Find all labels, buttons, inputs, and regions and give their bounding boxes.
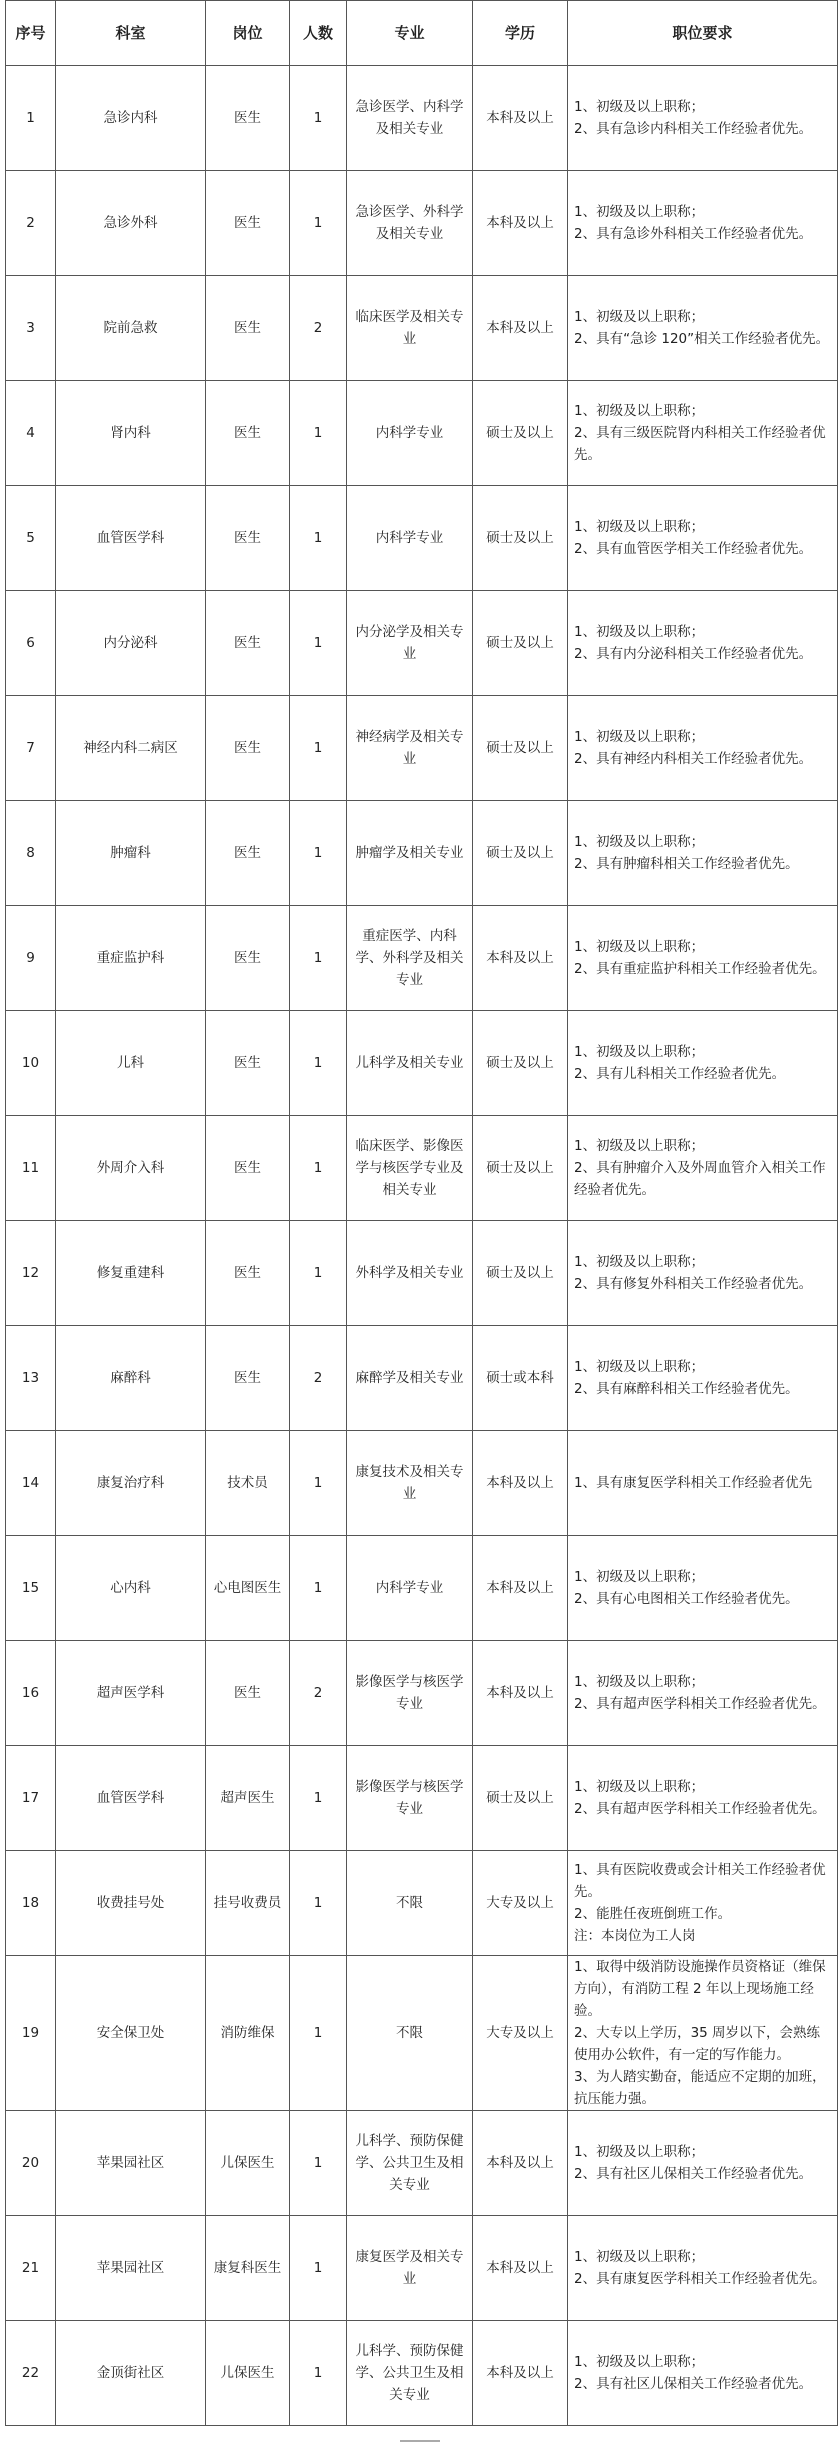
requirement-line: 1、初级及以上职称； bbox=[574, 1138, 705, 1154]
requirement-line: 2、具有康复医学科相关工作经验者优先。 bbox=[574, 2271, 826, 2287]
table-row bbox=[6, 1326, 838, 1431]
post-cell: 心电图医生 bbox=[206, 1536, 290, 1641]
count-cell: 1 bbox=[290, 1011, 347, 1116]
requirement-cell bbox=[568, 1326, 838, 1431]
table-row bbox=[6, 1956, 838, 2111]
requirement-line: 2、具有社区儿保相关工作经验者优先。 bbox=[574, 2376, 813, 2392]
header-cell: 岗位 bbox=[206, 1, 290, 66]
requirement-cell bbox=[568, 486, 838, 591]
header-cell: 专业 bbox=[347, 1, 473, 66]
major-cell: 儿科学、预防保健学、公共卫生及相关专业 bbox=[347, 2111, 473, 2216]
requirement-line: 2、具有心电图相关工作经验者优先。 bbox=[574, 1591, 799, 1607]
count-cell: 1 bbox=[290, 2321, 347, 2426]
major-cell: 儿科学、预防保健学、公共卫生及相关专业 bbox=[347, 2321, 473, 2426]
edu-cell: 硕士及以上 bbox=[473, 696, 568, 801]
edu-cell: 本科及以上 bbox=[473, 171, 568, 276]
seq-cell: 12 bbox=[6, 1221, 56, 1326]
edu-cell: 本科及以上 bbox=[473, 276, 568, 381]
table-row bbox=[6, 66, 838, 171]
edu-cell: 大专及以上 bbox=[473, 1851, 568, 1956]
seq-cell: 1 bbox=[6, 66, 56, 171]
major-cell: 急诊医学、外科学及相关专业 bbox=[347, 171, 473, 276]
edu-cell: 硕士及以上 bbox=[473, 381, 568, 486]
requirement-line: 1、初级及以上职称； bbox=[574, 939, 705, 955]
requirement-line: 2、具有肿瘤科相关工作经验者优先。 bbox=[574, 856, 799, 872]
major-cell: 麻醉学及相关专业 bbox=[347, 1326, 473, 1431]
table-row bbox=[6, 1431, 838, 1536]
table-row bbox=[6, 906, 838, 1011]
post-cell: 医生 bbox=[206, 1011, 290, 1116]
requirement-line: 1、初级及以上职称； bbox=[574, 519, 705, 535]
requirement-cell bbox=[568, 276, 838, 381]
requirement-cell bbox=[568, 1746, 838, 1851]
requirement-cell bbox=[568, 591, 838, 696]
recruitment-table bbox=[5, 0, 838, 2426]
table-row bbox=[6, 696, 838, 801]
table-row bbox=[6, 381, 838, 486]
requirement-cell bbox=[568, 696, 838, 801]
requirement-line: 2、具有超声医学科相关工作经验者优先。 bbox=[574, 1696, 826, 1712]
requirement-line: 2、具有超声医学科相关工作经验者优先。 bbox=[574, 1801, 826, 1817]
seq-cell: 3 bbox=[6, 276, 56, 381]
seq-cell: 21 bbox=[6, 2216, 56, 2321]
dept-cell: 麻醉科 bbox=[56, 1326, 206, 1431]
table-row bbox=[6, 486, 838, 591]
requirement-line: 1、初级及以上职称； bbox=[574, 2249, 705, 2265]
table-row bbox=[6, 591, 838, 696]
requirement-cell bbox=[568, 906, 838, 1011]
requirement-line: 2、具有血管医学相关工作经验者优先。 bbox=[574, 541, 813, 557]
major-cell: 内科学专业 bbox=[347, 381, 473, 486]
count-cell: 1 bbox=[290, 2216, 347, 2321]
major-cell: 内分泌学及相关专业 bbox=[347, 591, 473, 696]
edu-cell: 硕士及以上 bbox=[473, 591, 568, 696]
post-cell: 医生 bbox=[206, 66, 290, 171]
seq-cell: 10 bbox=[6, 1011, 56, 1116]
post-cell: 医生 bbox=[206, 171, 290, 276]
count-cell: 1 bbox=[290, 906, 347, 1011]
major-cell: 不限 bbox=[347, 1956, 473, 2111]
dept-cell: 儿科 bbox=[56, 1011, 206, 1116]
requirement-line: 3、为人踏实勤奋，能适应不定期的加班，抗压能力强。 bbox=[574, 2069, 826, 2107]
major-cell: 儿科学及相关专业 bbox=[347, 1011, 473, 1116]
requirement-line: 1、初级及以上职称； bbox=[574, 729, 705, 745]
dept-cell: 金顶街社区 bbox=[56, 2321, 206, 2426]
requirement-line: 2、具有内分泌科相关工作经验者优先。 bbox=[574, 646, 813, 662]
requirement-line: 1、取得中级消防设施操作员资格证（维保方向），有消防工程 2 年以上现场施工经验。 bbox=[574, 1959, 826, 2019]
requirement-cell bbox=[568, 2216, 838, 2321]
requirement-cell bbox=[568, 1851, 838, 1956]
count-cell: 1 bbox=[290, 591, 347, 696]
edu-cell: 本科及以上 bbox=[473, 906, 568, 1011]
table-row bbox=[6, 1116, 838, 1221]
count-cell: 1 bbox=[290, 1536, 347, 1641]
dept-cell: 苹果园社区 bbox=[56, 2216, 206, 2321]
seq-cell: 13 bbox=[6, 1326, 56, 1431]
header-row bbox=[6, 1, 838, 66]
requirement-line: 2、具有社区儿保相关工作经验者优先。 bbox=[574, 2166, 813, 2182]
table-row bbox=[6, 1851, 838, 1956]
post-cell: 医生 bbox=[206, 381, 290, 486]
major-cell: 内科学专业 bbox=[347, 1536, 473, 1641]
edu-cell: 硕士及以上 bbox=[473, 1746, 568, 1851]
post-cell: 医生 bbox=[206, 1641, 290, 1746]
major-cell: 神经病学及相关专业 bbox=[347, 696, 473, 801]
major-cell: 外科学及相关专业 bbox=[347, 1221, 473, 1326]
table-row bbox=[6, 801, 838, 906]
major-cell: 急诊医学、内科学及相关专业 bbox=[347, 66, 473, 171]
seq-cell: 5 bbox=[6, 486, 56, 591]
table-row bbox=[6, 1746, 838, 1851]
major-cell: 影像医学与核医学专业 bbox=[347, 1641, 473, 1746]
header-cell: 序号 bbox=[6, 1, 56, 66]
dept-cell: 急诊外科 bbox=[56, 171, 206, 276]
major-cell: 临床医学及相关专业 bbox=[347, 276, 473, 381]
edu-cell: 硕士及以上 bbox=[473, 486, 568, 591]
major-cell: 临床医学、影像医学与核医学专业及相关专业 bbox=[347, 1116, 473, 1221]
seq-cell: 11 bbox=[6, 1116, 56, 1221]
edu-cell: 本科及以上 bbox=[473, 1536, 568, 1641]
requirement-cell bbox=[568, 1641, 838, 1746]
seq-cell: 22 bbox=[6, 2321, 56, 2426]
edu-cell: 硕士及以上 bbox=[473, 801, 568, 906]
requirement-line: 2、具有修复外科相关工作经验者优先。 bbox=[574, 1276, 813, 1292]
requirement-line: 1、初级及以上职称； bbox=[574, 99, 705, 115]
requirement-cell bbox=[568, 2111, 838, 2216]
post-cell: 医生 bbox=[206, 486, 290, 591]
count-cell: 1 bbox=[290, 66, 347, 171]
table-row bbox=[6, 1221, 838, 1326]
requirement-line: 1、初级及以上职称； bbox=[574, 834, 705, 850]
requirement-cell bbox=[568, 66, 838, 171]
edu-cell: 硕士或本科 bbox=[473, 1326, 568, 1431]
requirement-cell bbox=[568, 1431, 838, 1536]
count-cell: 1 bbox=[290, 801, 347, 906]
dept-cell: 修复重建科 bbox=[56, 1221, 206, 1326]
requirement-line: 1、初级及以上职称； bbox=[574, 624, 705, 640]
edu-cell: 本科及以上 bbox=[473, 2216, 568, 2321]
seq-cell: 17 bbox=[6, 1746, 56, 1851]
edu-cell: 硕士及以上 bbox=[473, 1221, 568, 1326]
header-cell: 科室 bbox=[56, 1, 206, 66]
dept-cell: 收费挂号处 bbox=[56, 1851, 206, 1956]
requirement-line: 注：本岗位为工人岗 bbox=[574, 1928, 696, 1944]
header-cell: 职位要求 bbox=[568, 1, 838, 66]
seq-cell: 8 bbox=[6, 801, 56, 906]
major-cell: 康复医学及相关专业 bbox=[347, 2216, 473, 2321]
table-row bbox=[6, 1011, 838, 1116]
bottom-divider bbox=[400, 2440, 440, 2442]
edu-cell: 本科及以上 bbox=[473, 1641, 568, 1746]
requirement-line: 1、初级及以上职称； bbox=[574, 403, 705, 419]
dept-cell: 超声医学科 bbox=[56, 1641, 206, 1746]
requirement-line: 1、初级及以上职称； bbox=[574, 1359, 705, 1375]
requirement-line: 1、初级及以上职称； bbox=[574, 1254, 705, 1270]
seq-cell: 2 bbox=[6, 171, 56, 276]
count-cell: 1 bbox=[290, 2111, 347, 2216]
requirement-line: 1、初级及以上职称； bbox=[574, 2354, 705, 2370]
table-row bbox=[6, 2321, 838, 2426]
table-body bbox=[6, 66, 838, 2426]
count-cell: 2 bbox=[290, 1326, 347, 1431]
requirement-line: 2、能胜任夜班倒班工作。 bbox=[574, 1906, 732, 1922]
count-cell: 1 bbox=[290, 696, 347, 801]
requirement-cell bbox=[568, 381, 838, 486]
requirement-line: 1、初级及以上职称； bbox=[574, 1674, 705, 1690]
edu-cell: 硕士及以上 bbox=[473, 1011, 568, 1116]
post-cell: 医生 bbox=[206, 591, 290, 696]
post-cell: 儿保医生 bbox=[206, 2111, 290, 2216]
count-cell: 1 bbox=[290, 1221, 347, 1326]
dept-cell: 院前急救 bbox=[56, 276, 206, 381]
seq-cell: 18 bbox=[6, 1851, 56, 1956]
count-cell: 1 bbox=[290, 1431, 347, 1536]
requirement-line: 1、具有康复医学科相关工作经验者优先 bbox=[574, 1475, 813, 1491]
count-cell: 1 bbox=[290, 1956, 347, 2111]
requirement-line: 2、具有三级医院肾内科相关工作经验者优先。 bbox=[574, 425, 826, 463]
count-cell: 1 bbox=[290, 1746, 347, 1851]
seq-cell: 20 bbox=[6, 2111, 56, 2216]
seq-cell: 9 bbox=[6, 906, 56, 1011]
requirement-cell bbox=[568, 1116, 838, 1221]
table-row bbox=[6, 2111, 838, 2216]
post-cell: 医生 bbox=[206, 801, 290, 906]
requirement-line: 2、具有急诊内科相关工作经验者优先。 bbox=[574, 121, 813, 137]
edu-cell: 本科及以上 bbox=[473, 2321, 568, 2426]
post-cell: 挂号收费员 bbox=[206, 1851, 290, 1956]
requirement-cell bbox=[568, 801, 838, 906]
seq-cell: 15 bbox=[6, 1536, 56, 1641]
count-cell: 2 bbox=[290, 1641, 347, 1746]
post-cell: 医生 bbox=[206, 696, 290, 801]
requirement-cell bbox=[568, 1536, 838, 1641]
post-cell: 医生 bbox=[206, 276, 290, 381]
count-cell: 2 bbox=[290, 276, 347, 381]
header-cell: 学历 bbox=[473, 1, 568, 66]
dept-cell: 心内科 bbox=[56, 1536, 206, 1641]
table-row bbox=[6, 1536, 838, 1641]
requirement-line: 2、具有“急诊 120”相关工作经验者优先。 bbox=[574, 331, 830, 347]
edu-cell: 本科及以上 bbox=[473, 2111, 568, 2216]
dept-cell: 苹果园社区 bbox=[56, 2111, 206, 2216]
count-cell: 1 bbox=[290, 486, 347, 591]
requirement-line: 1、初级及以上职称； bbox=[574, 1569, 705, 1585]
major-cell: 康复技术及相关专业 bbox=[347, 1431, 473, 1536]
count-cell: 1 bbox=[290, 381, 347, 486]
post-cell: 医生 bbox=[206, 1326, 290, 1431]
requirement-cell bbox=[568, 171, 838, 276]
requirement-line: 2、具有肿瘤介入及外周血管介入相关工作经验者优先。 bbox=[574, 1160, 826, 1198]
dept-cell: 肿瘤科 bbox=[56, 801, 206, 906]
dept-cell: 急诊内科 bbox=[56, 66, 206, 171]
requirement-cell bbox=[568, 1221, 838, 1326]
requirement-line: 2、具有重症监护科相关工作经验者优先。 bbox=[574, 961, 826, 977]
dept-cell: 外周介入科 bbox=[56, 1116, 206, 1221]
recruitment-table-container bbox=[5, 0, 837, 2426]
requirement-line: 2、具有儿科相关工作经验者优先。 bbox=[574, 1066, 786, 1082]
table-row bbox=[6, 276, 838, 381]
edu-cell: 硕士及以上 bbox=[473, 1116, 568, 1221]
dept-cell: 神经内科二病区 bbox=[56, 696, 206, 801]
seq-cell: 4 bbox=[6, 381, 56, 486]
post-cell: 超声医生 bbox=[206, 1746, 290, 1851]
dept-cell: 康复治疗科 bbox=[56, 1431, 206, 1536]
dept-cell: 血管医学科 bbox=[56, 486, 206, 591]
post-cell: 医生 bbox=[206, 1221, 290, 1326]
requirement-line: 2、具有麻醉科相关工作经验者优先。 bbox=[574, 1381, 799, 1397]
table-row bbox=[6, 171, 838, 276]
requirement-line: 1、具有医院收费或会计相关工作经验者优先。 bbox=[574, 1862, 826, 1900]
major-cell: 内科学专业 bbox=[347, 486, 473, 591]
requirement-cell bbox=[568, 1956, 838, 2111]
post-cell: 医生 bbox=[206, 906, 290, 1011]
count-cell: 1 bbox=[290, 1851, 347, 1956]
dept-cell: 内分泌科 bbox=[56, 591, 206, 696]
count-cell: 1 bbox=[290, 171, 347, 276]
requirement-line: 1、初级及以上职称； bbox=[574, 204, 705, 220]
dept-cell: 血管医学科 bbox=[56, 1746, 206, 1851]
dept-cell: 重症监护科 bbox=[56, 906, 206, 1011]
seq-cell: 14 bbox=[6, 1431, 56, 1536]
major-cell: 不限 bbox=[347, 1851, 473, 1956]
edu-cell: 本科及以上 bbox=[473, 1431, 568, 1536]
major-cell: 肿瘤学及相关专业 bbox=[347, 801, 473, 906]
edu-cell: 本科及以上 bbox=[473, 66, 568, 171]
dept-cell: 肾内科 bbox=[56, 381, 206, 486]
post-cell: 技术员 bbox=[206, 1431, 290, 1536]
seq-cell: 6 bbox=[6, 591, 56, 696]
requirement-cell bbox=[568, 1011, 838, 1116]
post-cell: 儿保医生 bbox=[206, 2321, 290, 2426]
header-cell: 人数 bbox=[290, 1, 347, 66]
requirement-line: 2、具有急诊外科相关工作经验者优先。 bbox=[574, 226, 813, 242]
seq-cell: 7 bbox=[6, 696, 56, 801]
seq-cell: 16 bbox=[6, 1641, 56, 1746]
table-row bbox=[6, 1641, 838, 1746]
requirement-line: 2、具有神经内科相关工作经验者优先。 bbox=[574, 751, 813, 767]
dept-cell: 安全保卫处 bbox=[56, 1956, 206, 2111]
requirement-line: 2、大专以上学历，35 周岁以下，会熟练使用办公软件，有一定的写作能力。 bbox=[574, 2025, 821, 2063]
requirement-line: 1、初级及以上职称； bbox=[574, 2144, 705, 2160]
post-cell: 医生 bbox=[206, 1116, 290, 1221]
count-cell: 1 bbox=[290, 1116, 347, 1221]
requirement-line: 1、初级及以上职称； bbox=[574, 309, 705, 325]
major-cell: 影像医学与核医学专业 bbox=[347, 1746, 473, 1851]
post-cell: 康复科医生 bbox=[206, 2216, 290, 2321]
requirement-line: 1、初级及以上职称； bbox=[574, 1044, 705, 1060]
requirement-cell bbox=[568, 2321, 838, 2426]
post-cell: 消防维保 bbox=[206, 1956, 290, 2111]
table-row bbox=[6, 2216, 838, 2321]
seq-cell: 19 bbox=[6, 1956, 56, 2111]
requirement-line: 1、初级及以上职称； bbox=[574, 1779, 705, 1795]
major-cell: 重症医学、内科学、外科学及相关专业 bbox=[347, 906, 473, 1011]
edu-cell: 大专及以上 bbox=[473, 1956, 568, 2111]
